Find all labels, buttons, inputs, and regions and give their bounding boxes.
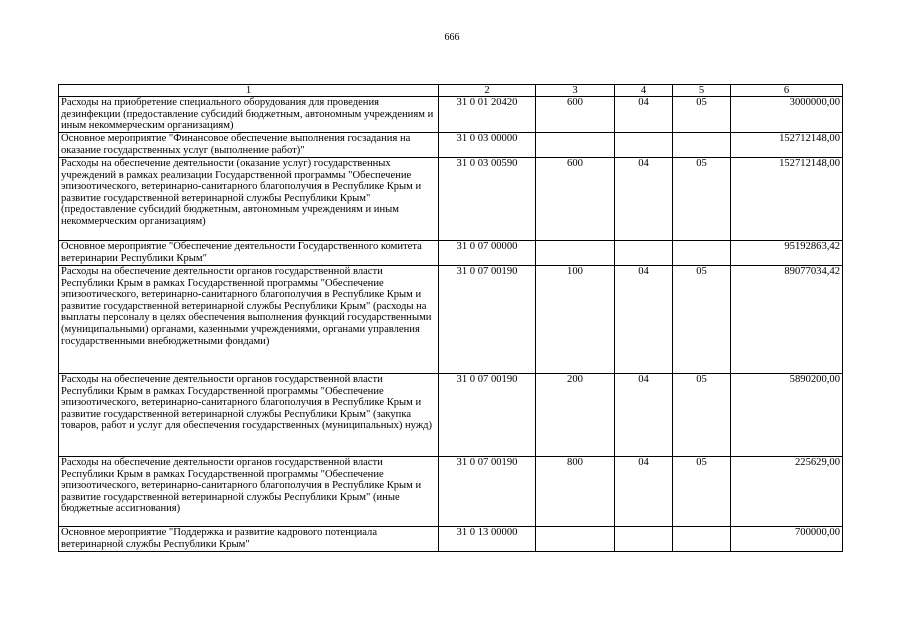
row-description: Расходы на приобретение специального оборудования для проведения дезинфекции (предоставление субсидий бюджетным, автономным учреждениям и иным некоммерческим организациям) [59, 97, 439, 133]
row-section [615, 241, 673, 266]
row-expense-type: 600 [536, 97, 615, 133]
row-description: Основное мероприятие "Финансовое обеспечение выполнения госзадания на оказание государственных услуг (выполнение работ)" [59, 133, 439, 158]
page-number: 666 [444, 32, 460, 43]
budget-table [58, 84, 843, 552]
row-subsection: 05 [673, 158, 731, 241]
column-header: 1 [59, 85, 439, 97]
row-subsection [673, 133, 731, 158]
row-amount: 3000000,00 [731, 97, 843, 133]
row-amount: 225629,00 [731, 457, 843, 527]
row-subsection: 05 [673, 374, 731, 457]
row-target-article: 31 0 03 00000 [439, 133, 536, 158]
row-expense-type: 200 [536, 374, 615, 457]
row-target-article: 31 0 01 20420 [439, 97, 536, 133]
row-description: Основное мероприятие "Поддержка и развитие кадрового потенциала ветеринарной службы Республики Крым" [59, 527, 439, 552]
row-section: 04 [615, 158, 673, 241]
table-row [59, 133, 843, 158]
row-amount: 5890200,00 [731, 374, 843, 457]
row-section: 04 [615, 374, 673, 457]
row-section: 04 [615, 457, 673, 527]
table-row [59, 374, 843, 457]
row-description: Расходы на обеспечение деятельности (оказание услуг) государственных учреждений в рамках реализации Государственной программы "Обеспечение эпизоотического, ветеринарно-санитарного благополучия в Республике Крым и развитие государственной ветеринарной службы Республики Крым" (предоставление субсидий бюджетным, автономным учреждениям и иным некоммерческим организациям) [59, 158, 439, 241]
row-amount: 95192863,42 [731, 241, 843, 266]
row-amount: 700000,00 [731, 527, 843, 552]
column-header: 5 [673, 85, 731, 97]
table-row [59, 97, 843, 133]
row-subsection [673, 241, 731, 266]
table-header-row [59, 85, 843, 97]
row-description: Основное мероприятие "Обеспечение деятельности Государственного комитета ветеринарии Республики Крым" [59, 241, 439, 266]
row-target-article: 31 0 13 00000 [439, 527, 536, 552]
table-row [59, 241, 843, 266]
row-subsection: 05 [673, 266, 731, 374]
row-target-article: 31 0 07 00190 [439, 266, 536, 374]
row-subsection [673, 527, 731, 552]
row-amount: 152712148,00 [731, 133, 843, 158]
row-target-article: 31 0 07 00190 [439, 457, 536, 527]
row-amount: 89077034,42 [731, 266, 843, 374]
row-section [615, 527, 673, 552]
row-expense-type: 100 [536, 266, 615, 374]
row-expense-type: 600 [536, 158, 615, 241]
row-expense-type [536, 133, 615, 158]
row-section: 04 [615, 97, 673, 133]
row-description: Расходы на обеспечение деятельности органов государственной власти Республики Крым в рамках Государственной программы "Обеспечение эпизоотического, ветеринарно-санитарного благополучия в Республике Крым и развитие государственной ветеринарной службы Республики Крым" (расходы на выплаты персоналу в целях обеспечения выполнения функций государственными (муниципальными) органами, казенными учреждениями, органами управления государственными внебюджетными фондами) [59, 266, 439, 374]
row-target-article: 31 0 07 00000 [439, 241, 536, 266]
table-row [59, 158, 843, 241]
table-row [59, 266, 843, 374]
row-expense-type [536, 527, 615, 552]
row-amount: 152712148,00 [731, 158, 843, 241]
row-subsection: 05 [673, 457, 731, 527]
row-subsection: 05 [673, 97, 731, 133]
row-target-article: 31 0 03 00590 [439, 158, 536, 241]
column-header: 3 [536, 85, 615, 97]
row-target-article: 31 0 07 00190 [439, 374, 536, 457]
table-row [59, 527, 843, 552]
row-description: Расходы на обеспечение деятельности органов государственной власти Республики Крым в рамках Государственной программы "Обеспечение эпизоотического, ветеринарно-санитарного благополучия в Республике Крым и развитие государственной ветеринарной службы Республики Крым" (закупка товаров, работ и услуг для обеспечения государственных (муниципальных) нужд) [59, 374, 439, 457]
row-section [615, 133, 673, 158]
column-header: 6 [731, 85, 843, 97]
table-row [59, 457, 843, 527]
column-header: 4 [615, 85, 673, 97]
row-expense-type: 800 [536, 457, 615, 527]
row-section: 04 [615, 266, 673, 374]
row-description: Расходы на обеспечение деятельности органов государственной власти Республики Крым в рамках Государственной программы "Обеспечение эпизоотического, ветеринарно-санитарного благополучия в Республике Крым и развитие государственной ветеринарной службы Республики Крым" (иные бюджетные ассигнования) [59, 457, 439, 527]
row-expense-type [536, 241, 615, 266]
column-header: 2 [439, 85, 536, 97]
